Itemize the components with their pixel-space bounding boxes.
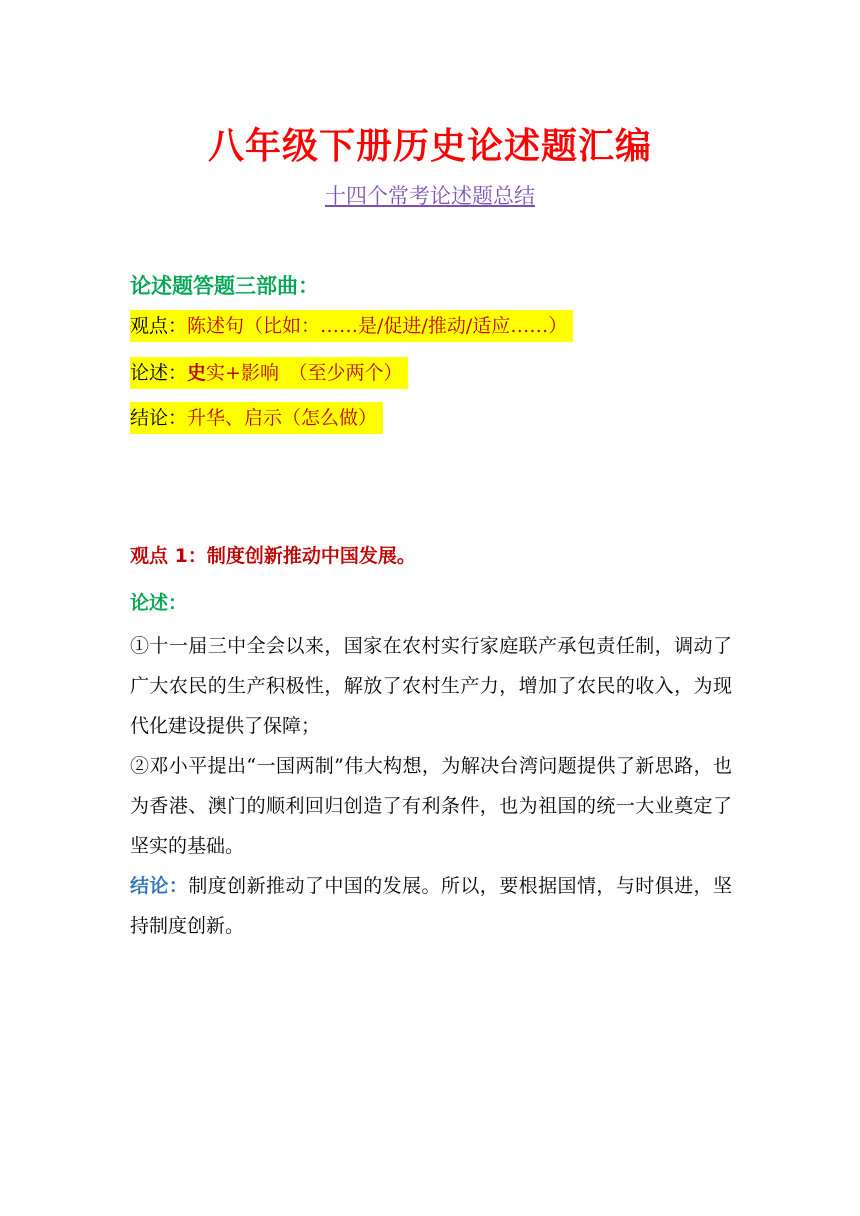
step-content: 升华、启示（怎么做） xyxy=(187,407,378,429)
step-content: 陈述句（比如：……是/促进/推动/适应……） xyxy=(187,315,568,337)
conclusion-label: 结论： xyxy=(130,875,189,897)
topic1-viewpoint: 观点 1：制度创新推动中国发展。 xyxy=(130,545,416,567)
conclusion-text: 制度创新推动了中国的发展。所以，要根据国情，与时俱进，坚持制度创新。 xyxy=(130,875,732,937)
step-content-bold: 史 xyxy=(187,362,207,384)
topic1-paragraph-2: ②邓小平提出“一国两制”伟大构想，为解决台湾问题提供了新思路，也为香港、澳门的顺利回归创造了有利条件，也为祖国的统一大业奠定了坚实的基础。 xyxy=(130,755,732,857)
method-step-viewpoint xyxy=(130,310,573,342)
method-heading: 论述题答题三部曲： xyxy=(130,273,319,298)
topic1-paragraph-1: ①十一届三中全会以来，国家在农村实行家庭联产承包责任制，调动了广大农民的生产积极性，解放了农村生产力，增加了农民的收入，为现代化建设提供了保障； xyxy=(130,635,732,737)
method-step-argument xyxy=(130,357,408,389)
topic1-conclusion xyxy=(130,866,732,946)
topic1-argue-label: 论述： xyxy=(130,592,188,614)
step-label: 结论： xyxy=(130,407,188,429)
document-title: 八年级下册历史论述题汇编 xyxy=(207,125,652,167)
step-content: 实+影响 （至少两个） xyxy=(206,362,403,384)
step-label: 论述： xyxy=(130,362,188,384)
step-label: 观点： xyxy=(130,315,188,337)
method-step-conclusion xyxy=(130,402,383,434)
document-subtitle-link[interactable]: 十四个常考论述题总结 xyxy=(325,184,535,208)
